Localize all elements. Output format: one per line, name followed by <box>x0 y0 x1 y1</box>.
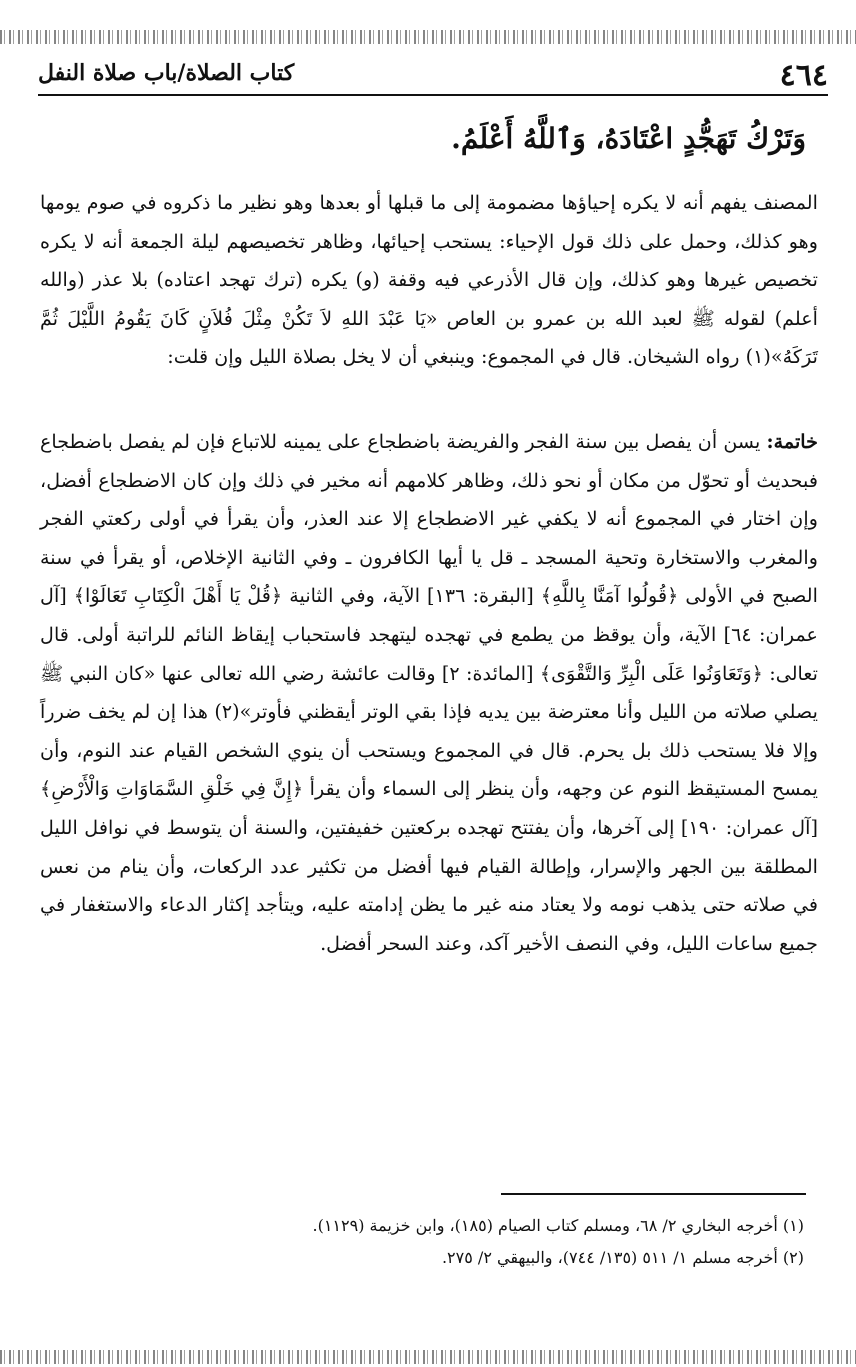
paragraph-lead-word: خاتمة: <box>766 430 818 453</box>
matn-line: وَتَرْكُ تَهَجُّدٍ اعْتَادَهُ، وَٱللَّهُ أَعْلَمُ. <box>451 122 806 155</box>
running-title: كتاب الصلاة/باب صلاة النفل <box>38 60 295 86</box>
footnote-separator <box>501 1193 806 1195</box>
decorative-border-bottom <box>0 1350 856 1364</box>
header-rule <box>38 94 828 96</box>
footnotes <box>44 1210 804 1274</box>
footnote-2: (٢) أخرجه مسلم ١/ ٥١١ (١٣٥/ ٧٤٤)، والبيهقي ٢/ ٢٧٥. <box>441 1248 804 1267</box>
paragraph-commentary-2 <box>40 423 818 963</box>
decorative-border-top <box>0 30 856 44</box>
page-number: ٤٦٤ <box>779 58 828 93</box>
paragraph-body: يسن أن يفصل بين سنة الفجر والفريضة باضطجاع على يمينه للاتباع فإن لم يفصل باضطجاع فبحديث أو تحوّل من مكان أو نحو ذلك، وظاهر كلامهم أنه مخير في ذلك وإن كان الاضطجاع أفضل، وإن اختار في المجموع أنه لا يكفي غير الاضطجاع إلا عند العذر، وأن يقرأ في أولى ركعتي الفجر والمغرب والاستخارة وتحية المسجد ـ قل يا أيها الكافرون ـ وفي الثانية الإخلاص، أو يقرأ في سنة الصبح في الأولى ﴿قُولُوا آمَنَّا بِاللَّهِ﴾ [البقرة: ١٣٦] الآية، وفي الثانية ﴿قُلْ يَا أَهْلَ الْكِتَابِ تَعَالَوْا﴾ [آل عمران: ٦٤] الآية، وأن يوقظ من يطمع في تهجده ليتهجد فاستحباب إيقاظ النائم للراتبة أولى. قال تعالى: ﴿وَتَعَاوَنُوا عَلَى الْبِرِّ وَالتَّقْوَى﴾ [المائدة: ٢] وقالت عائشة رضي الله تعالى عنها «كان النبي ﷺ يصلي صلاته من الليل وأنا معترضة بين يديه فإذا بقي الوتر أيقظني فأوتر»(٢) هذا إن لم يخف ضرراً وإلا فلا يستحب ذلك بل يحرم. قال في المجموع ويستحب أن ينوي الشخص القيام عند النوم، وأن يمسح المستيقظ النوم عن وجهه، وأن ينظر إلى السماء وأن يقرأ ﴿إِنَّ فِي خَلْقِ السَّمَاوَاتِ وَالْأَرْضِ﴾ [آل عمران: ١٩٠] إلى آخرها، وأن يفتتح تهجده بركعتين خفيفتين، والسنة أن يتوسط في نوافل الليل المطلقة بين الجهر والإسرار، وإطالة القيام فيها أفضل من تكثير عدد الركعات، وأن ينام من نعس في صلاته حتى يذهب نومه ولا يعتاد منه غير ما يظن إدامته عليه، ويتأجد إكثار الدعاء والاستغفار في جميع ساعات الليل، وفي النصف الأخير آكد، وعند السحر أفضل. <box>39 430 819 955</box>
page-header <box>38 52 828 96</box>
paragraph-commentary-1: المصنف يفهم أنه لا يكره إحياؤها مضمومة إلى ما قبلها أو بعدها وهو نظير ما ذكروه في صوم يومها وهو كذلك، وحمل على ذلك قول الإحياء: يستحب إحيائها، وظاهر تخصيصهم ليلة الجمعة أنه لا يكره تخصيص غيرها وهو كذلك، وإن قال الأذرعي فيه وقفة (و) يكره (ترك تهجد اعتاده) بلا عذر (والله أعلم) لقوله ﷺ لعبد الله بن عمرو بن العاص «يَا عَبْدَ اللهِ لاَ تَكُنْ مِثْلَ فُلاَنٍ كَانَ يَقُومُ اللَّيْلَ ثُمَّ تَرَكَهُ»(١) رواه الشيخان. قال في المجموع: وينبغي أن لا يخل بصلاة الليل وإن قلت: <box>40 191 818 369</box>
footnote-1: (١) أخرجه البخاري ٢/ ٦٨، ومسلم كتاب الصيام (١٨٥)، وابن خزيمة (١١٢٩). <box>312 1216 804 1235</box>
